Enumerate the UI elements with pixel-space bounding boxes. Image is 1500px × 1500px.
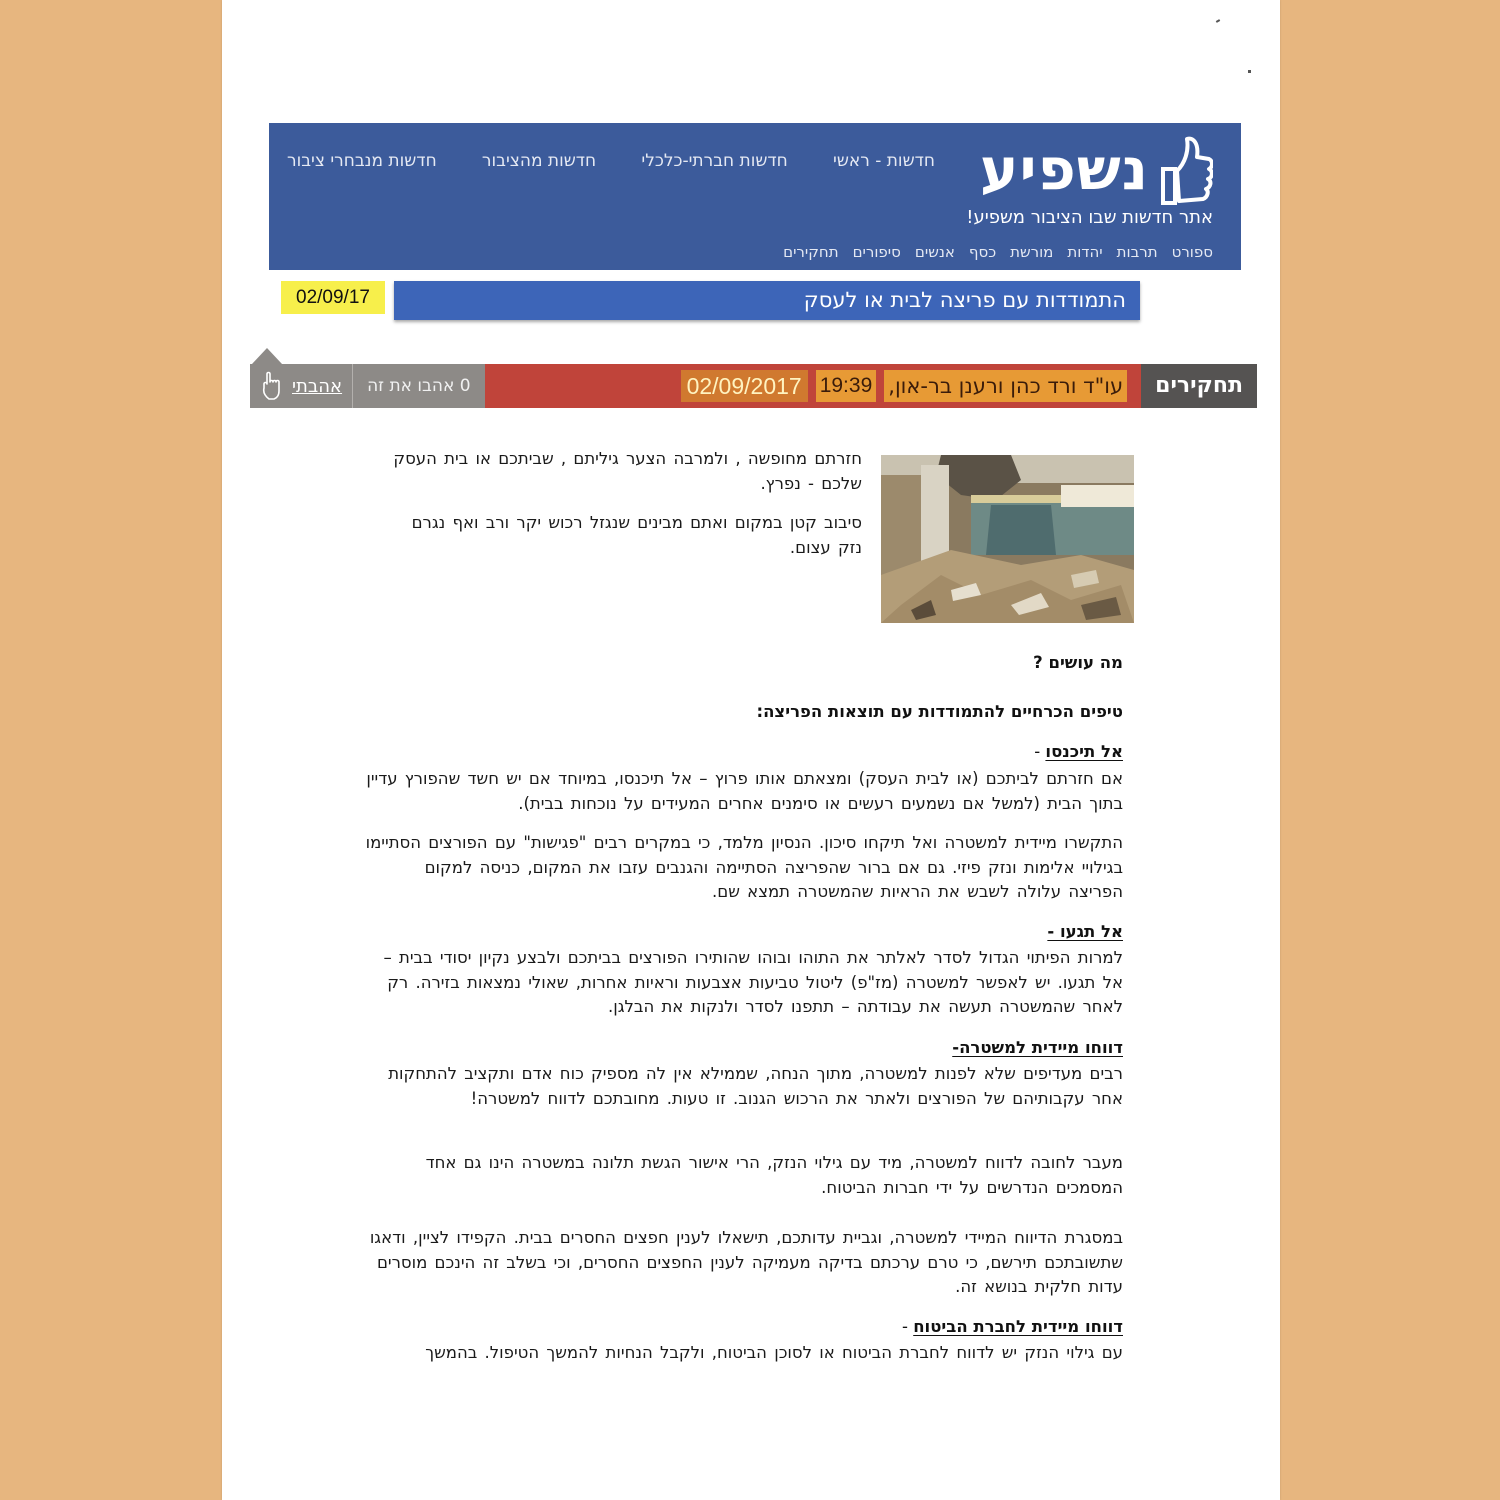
paragraph-call-police: התקשרו מיידית למשטרה ואל תיקחו סיכון. הנסיון מלמד, כי במקרים רבים "פגישות" עם הפורצים הסתיימו בגילויי אלימות ונזק פיזי. גם אם ברור שהפריצה הסתיימה והגנבים עזבו את המקום, כניסה למקום הפריצה עלולה לשבש את הראיות שהמשטרה תמצא שם. <box>365 833 1123 901</box>
scan-speck <box>1216 19 1220 23</box>
like-count: 0 אהבו את זה <box>352 364 485 408</box>
intro-paragraph-2: סיבוב קטן במקום ואתם מבינים שנגזל רכוש יקר ורב ואף נגרם נזק עצום. <box>411 513 862 557</box>
site-header <box>269 123 1241 270</box>
paragraph-report-insurance: עם גילוי הנזק יש לדווח לחברת הביטוח או לסוכן הביטוח, ולקבל הנחיות להמשך הטיפול. בהמשך <box>425 1343 1123 1362</box>
byline-info <box>485 364 1142 408</box>
paragraph-report-police: רבים מעדיפים שלא לפנות למשטרה, מתוך הנחה, שממילא אין לה מספיק כוח אדם ותקציב להתחקות אחר עקבותיהם של הפורצים ולאתר את הרכוש הגנוב. זו טעות. מחובתכם לדווח למשטרה! <box>388 1064 1123 1108</box>
article-time: 19:39 <box>816 370 877 402</box>
byline-bar <box>250 364 1257 408</box>
section-heading-dont-touch <box>1047 922 1123 941</box>
section-heading-report-police <box>952 1038 1123 1057</box>
tips-title: טיפים הכרחיים להתמודדות עם תוצאות הפריצה: <box>756 702 1123 721</box>
intro-paragraph-1: חזרתם מחופשה , ולמרבה הצער גיליתם , שביתכם או בית העסק שלכם - נפרץ. <box>393 449 862 493</box>
category-nav <box>783 243 1213 261</box>
site-tagline: אתר חדשות שבו הציבור משפיע! <box>966 207 1213 228</box>
article-date: 02/09/2017 <box>681 370 808 402</box>
article-author: עו"ד ורד כהן ורענן בר-און, <box>884 370 1127 402</box>
top-nav <box>287 151 941 171</box>
like-button[interactable] <box>250 364 352 408</box>
paragraph-missing-items: במסגרת הדיווח המיידי למשטרה, וגביית עדותכם, תישאלו לענין חפצים החסרים בבית. הקפידו לציין, ודאגו שתשובתכם תירשם, כי טרם ערכתם בדיקה מעמיקה לענין החפצים החסרים, וכי בשלב זה הינכם מוסרים עדות חלקית בנושא זה. <box>369 1228 1123 1296</box>
scanned-page <box>222 0 1280 1500</box>
nav-item-social-economic[interactable]: חדשות חברתי-כלכלי <box>641 151 788 171</box>
scan-speck <box>1248 70 1251 73</box>
byline-notch <box>252 348 282 364</box>
paragraph-dont-touch: למרות הפיתוי הגדול לסדר לאלתר את התוהו ובוהו שהותירו הפורצים בביתכם ולבצע נקיון יסודי בבית – אל תגעו. יש לאפשר למשטרה (מז"פ) ליטול טביעות אצבעות וראיות אחרות, שאולי נמצאות בזירה. רק לאחר שהמשטרה תעשה את עבודתה – תתפנו לסדר ולנקות את הבלגן. <box>383 948 1123 1016</box>
site-logo[interactable] <box>980 133 1213 205</box>
like-button-label: אהבתי <box>292 375 343 397</box>
category-sports[interactable]: ספורט <box>1171 243 1213 261</box>
section-heading-dont-enter-text: אל תיכנסו <box>1045 742 1123 761</box>
nav-item-main-news[interactable]: חדשות - ראשי <box>833 151 935 171</box>
section-heading-report-insurance <box>902 1317 1123 1336</box>
logo-text: נשפיע <box>979 135 1149 203</box>
nav-item-public-news[interactable]: חדשות מהציבור <box>481 151 597 171</box>
category-investigations[interactable]: תחקירים <box>783 243 839 261</box>
what-to-do-heading: מה עושים ? <box>1033 653 1123 672</box>
article-headline: התמודדות עם פריצה לבית או לעסק <box>394 281 1140 320</box>
paragraph-dont-enter: אם חזרתם לביתכם (או לבית העסק) ומצאתם אותו פרוץ – אל תיכנסו, במיוחד אם יש חשד שהפורץ עדיין בתוך הבית (למשל אם נשמעים רעשים או סימנים אחרים המעידים על נוכחות בבית). <box>366 769 1123 813</box>
category-heritage[interactable]: מורשת <box>1010 243 1054 261</box>
burglary-damage-photo <box>881 455 1134 623</box>
section-heading-report-insurance-text: דווחו מיידית לחברת הביטוח <box>913 1317 1123 1336</box>
section-heading-dont-enter-suffix: - <box>1034 742 1046 761</box>
category-stories[interactable]: סיפורים <box>852 243 901 261</box>
section-heading-report-insurance-suffix: - <box>902 1317 914 1336</box>
section-heading-dont-enter <box>1034 742 1123 761</box>
section-heading-report-police-text: דווחו מיידית למשטרה- <box>952 1038 1123 1057</box>
thumbs-up-icon <box>1155 133 1213 205</box>
category-money[interactable]: כסף <box>968 243 997 261</box>
category-culture[interactable]: תרבות <box>1116 243 1158 261</box>
paragraph-insurance-documents: מעבר לחובה לדווח למשטרה, מיד עם גילוי הנזק, הרי אישור הגשת תלונה במשטרה הינו גם אחד המסמכים הנדרשים על ידי חברות הביטוח. <box>425 1153 1123 1197</box>
section-label[interactable]: תחקירים <box>1141 364 1257 408</box>
nav-item-officials-news[interactable]: חדשות מנבחרי ציבור <box>287 151 437 171</box>
category-judaism[interactable]: יהדות <box>1067 243 1103 261</box>
section-heading-dont-touch-text: אל תגעו - <box>1047 922 1123 941</box>
category-people[interactable]: אנשים <box>914 243 955 261</box>
date-badge: 02/09/17 <box>281 281 385 314</box>
pointing-hand-icon <box>260 371 286 401</box>
